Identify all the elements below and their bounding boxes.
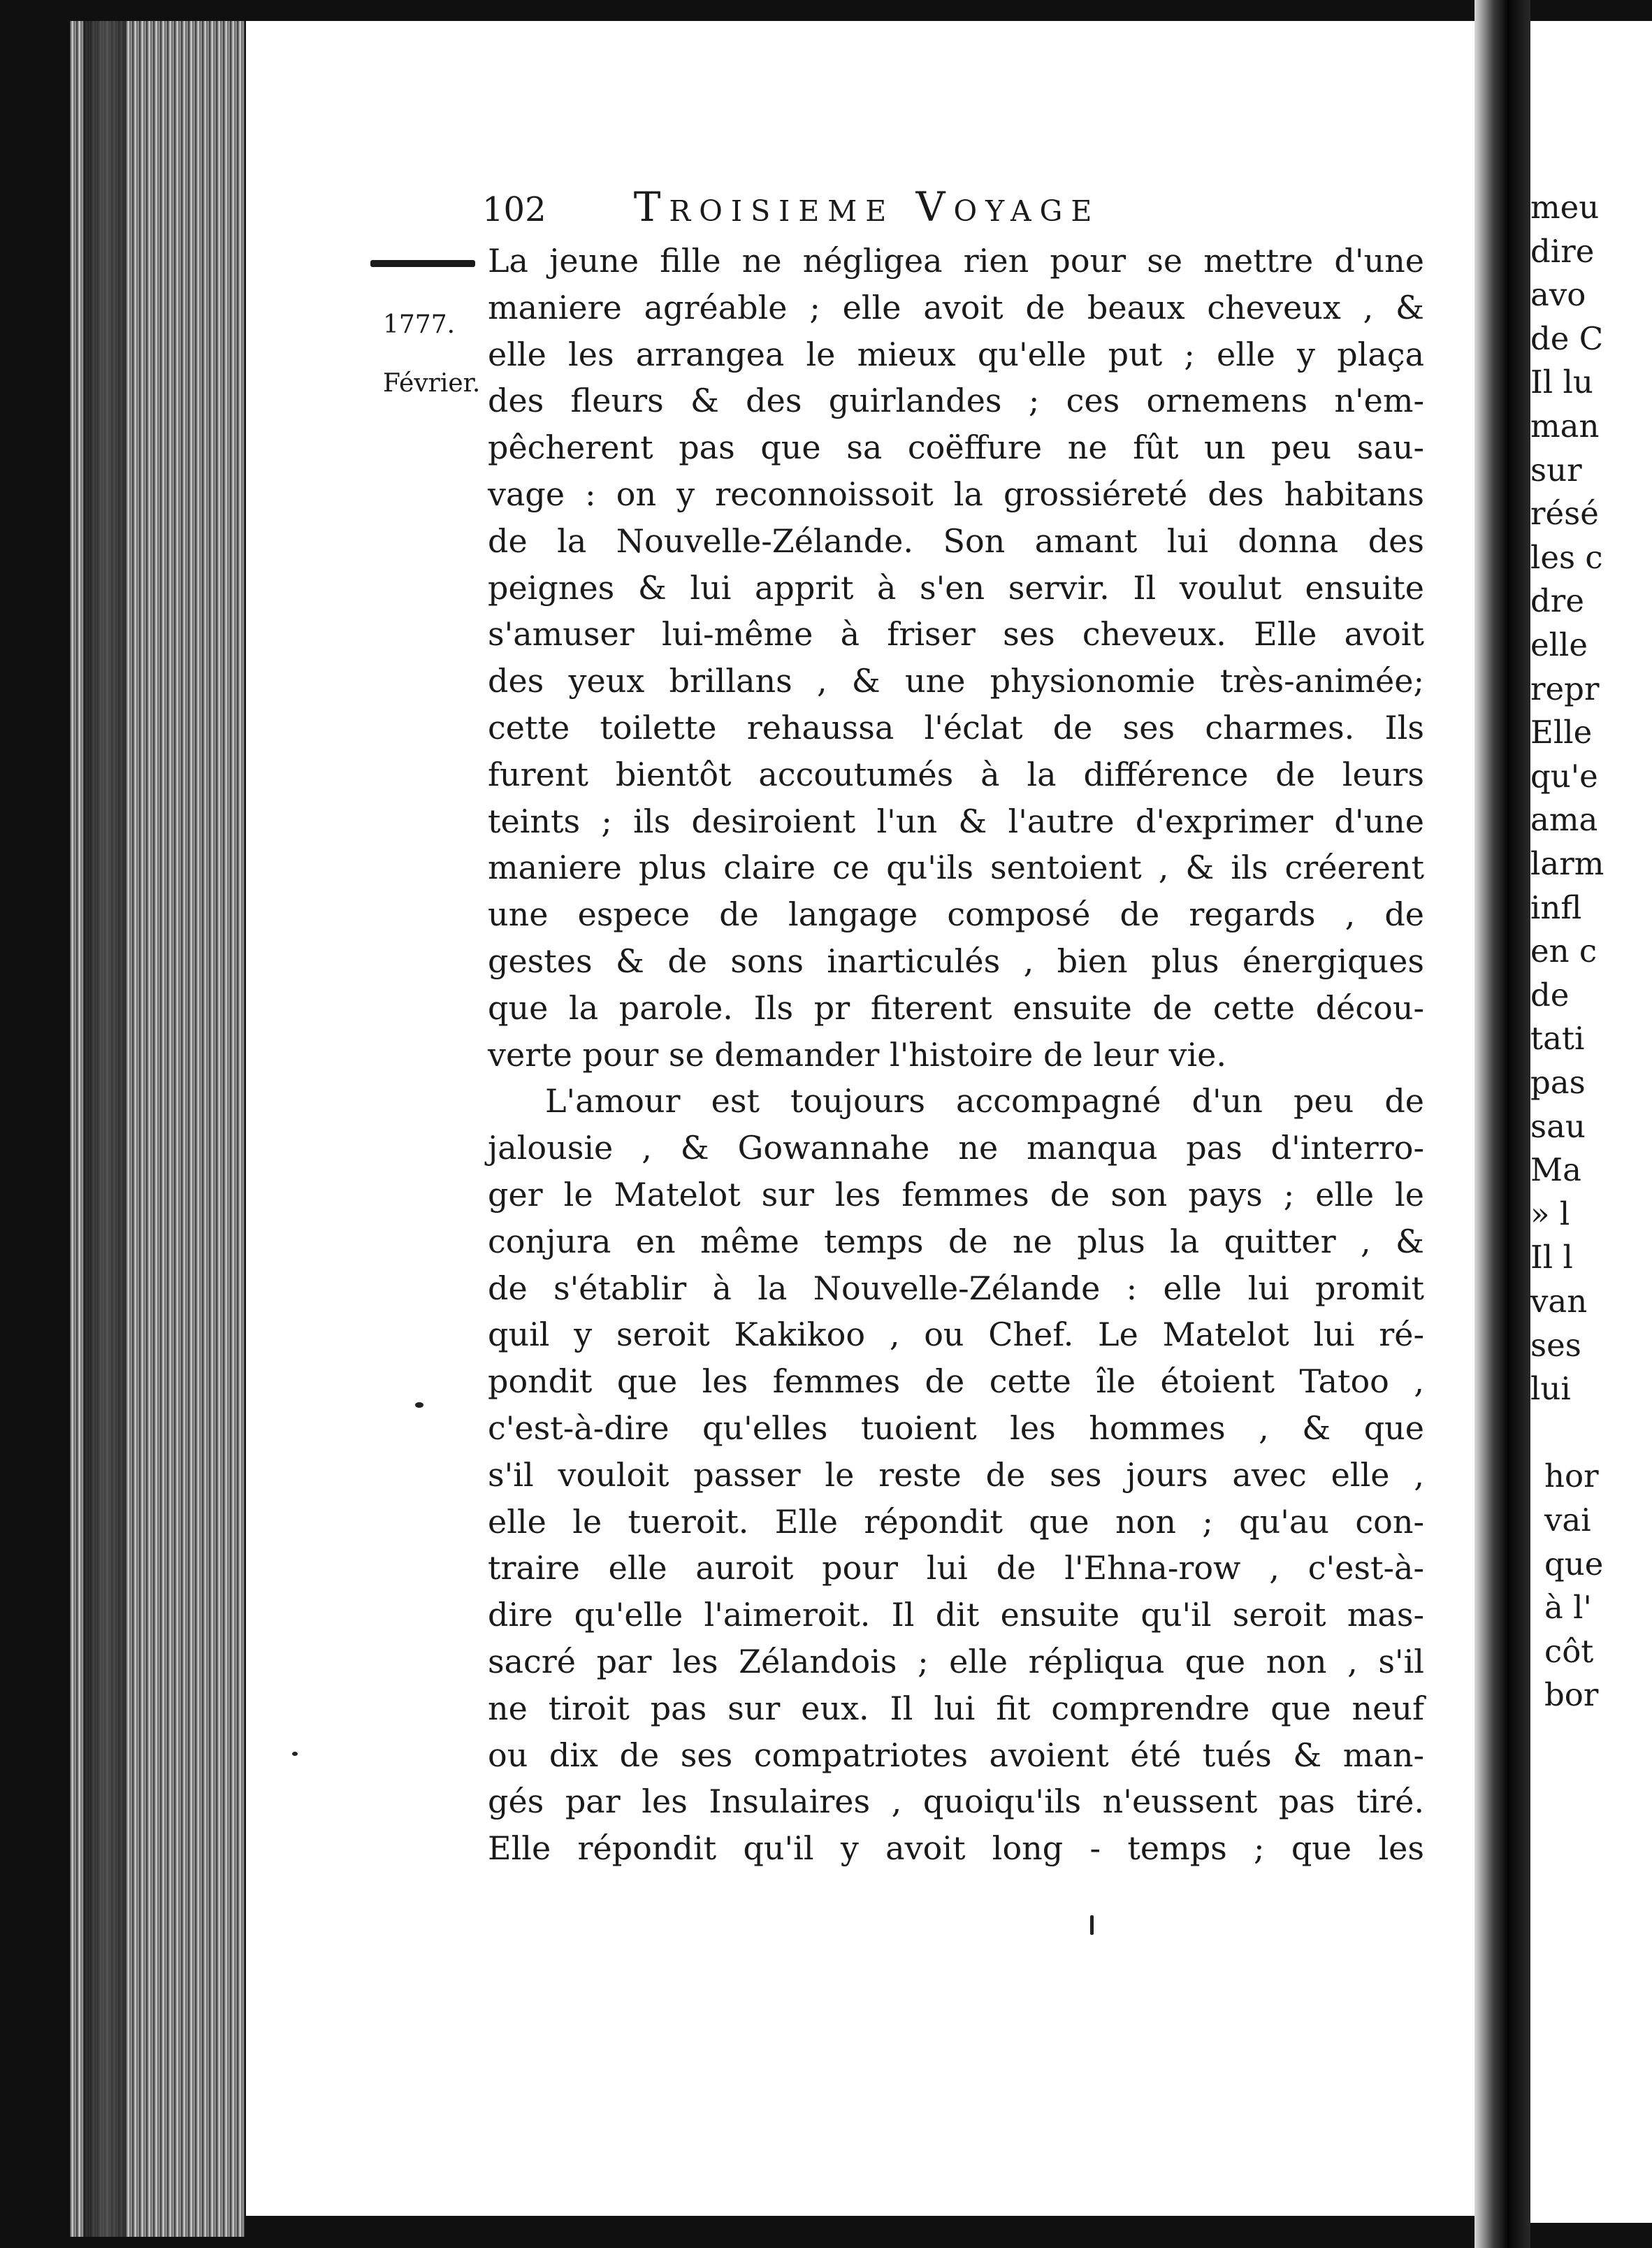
text-line: des fleurs & des guirlandes ; ces ornemens n'em- bbox=[488, 382, 1424, 420]
text-line: c'est-à-dire qu'elles tuoient les hommes , & que bbox=[488, 1408, 1424, 1447]
facing-page-fragment: infl bbox=[1530, 888, 1582, 926]
text-line: sacré par les Zélandois ; elle répliqua que non , s'il bbox=[488, 1642, 1424, 1680]
facing-page-fragment: repr bbox=[1530, 670, 1600, 707]
facing-page-fragment: » l bbox=[1530, 1195, 1570, 1232]
text-line: elle les arrangea le mieux qu'elle put ; elle y plaça bbox=[488, 335, 1424, 373]
text-line: teints ; ils desiroient l'un & l'autre d'exprimer d'une bbox=[488, 802, 1424, 840]
text-line: dire qu'elle l'aimeroit. Il dit ensuite qu'il seroit mas- bbox=[488, 1596, 1424, 1634]
section-rule bbox=[370, 260, 475, 267]
facing-page-fragment: Il lu bbox=[1530, 363, 1593, 401]
text-line: elle le tueroit. Elle répondit que non ; qu'au con- bbox=[488, 1502, 1424, 1541]
text-line: ne tiroit pas sur eux. Il lui fit comprendre que neuf bbox=[488, 1689, 1424, 1727]
facing-page-fragment: ama bbox=[1530, 801, 1598, 839]
page-number: 102 bbox=[482, 190, 546, 229]
book-spine-shadow bbox=[84, 21, 126, 2237]
text-line: gestes & de sons inarticulés , bien plus énergiques bbox=[488, 942, 1424, 980]
ink-speck bbox=[292, 1752, 298, 1756]
facing-page-fragment: côt bbox=[1544, 1632, 1594, 1670]
text-line: jalousie , & Gowannahe ne manqua pas d'interro- bbox=[488, 1129, 1424, 1167]
text-line: pêcherent pas que sa coëffure ne fût un peu sau- bbox=[488, 428, 1424, 467]
facing-page-fragment: elle bbox=[1530, 626, 1588, 663]
text-line: peignes & lui apprit à s'en servir. Il voulut ensuite bbox=[488, 568, 1424, 607]
running-title: Troisieme Voyage bbox=[633, 183, 1101, 231]
text-line: L'amour est toujours accompagné d'un peu de bbox=[545, 1082, 1424, 1121]
facing-page-fragment: les c bbox=[1530, 538, 1603, 576]
facing-page-fragment: Il l bbox=[1530, 1239, 1573, 1276]
page-header bbox=[482, 183, 1100, 231]
text-line: une espece de langage composé de regards , de bbox=[488, 895, 1424, 934]
facing-page-fragment: vai bbox=[1544, 1501, 1591, 1539]
text-line: conjura en même temps de ne plus la quitter , & bbox=[488, 1222, 1424, 1260]
text-line: La jeune fille ne négligea rien pour se mettre d'une bbox=[488, 242, 1424, 280]
facing-page-fragment: de C bbox=[1530, 319, 1604, 357]
text-line: pondit que les femmes de cette île étoient Tatoo , bbox=[488, 1362, 1424, 1401]
facing-page-fragment: dre bbox=[1530, 582, 1584, 620]
facing-page-fragment: de bbox=[1530, 976, 1570, 1014]
facing-page-fragment: bor bbox=[1544, 1676, 1599, 1714]
facing-page-fragment: sur bbox=[1530, 451, 1582, 489]
facing-page-fragment: que bbox=[1544, 1545, 1604, 1583]
facing-page-fragment: larm bbox=[1530, 845, 1604, 882]
facing-page-fragment: pas bbox=[1530, 1064, 1586, 1101]
text-line: vage : on y reconnoissoit la grossiéreté des habitans bbox=[488, 475, 1424, 513]
text-line: furent bientôt accoutumés à la différence de leurs bbox=[488, 755, 1424, 793]
text-line: maniere plus claire ce qu'ils sentoient , & ils créerent bbox=[488, 849, 1424, 887]
facing-page-fragment: dire bbox=[1530, 232, 1595, 270]
text-line: ou dix de ses compatriotes avoient été tués & man- bbox=[488, 1736, 1424, 1774]
text-line: quil y seroit Kakikoo , ou Chef. Le Matelot lui ré- bbox=[488, 1316, 1424, 1354]
facing-page-fragment: man bbox=[1530, 408, 1600, 445]
margin-note-month: Février. bbox=[383, 369, 481, 398]
text-line: s'amuser lui-même à friser ses cheveux. Elle avoit bbox=[488, 615, 1424, 654]
facing-page-fragment: ses bbox=[1530, 1326, 1581, 1364]
book-gutter bbox=[1475, 0, 1530, 2248]
facing-page-fragment: sau bbox=[1530, 1107, 1586, 1145]
text-line: Elle répondit qu'il y avoit long - temps ; que les bbox=[488, 1829, 1424, 1868]
text-line: ger le Matelot sur les femmes de son pays ; elle le bbox=[488, 1175, 1424, 1213]
facing-page-fragment: Elle bbox=[1530, 714, 1593, 751]
text-line: gés par les Insulaires , quoiqu'ils n'eussent pas tiré. bbox=[488, 1782, 1424, 1821]
text-line: traire elle auroit pour lui de l'Ehna-row , c'est-à- bbox=[488, 1549, 1424, 1587]
text-line: des yeux brillans , & une physionomie très-animée; bbox=[488, 662, 1424, 700]
body-text bbox=[488, 238, 1424, 1872]
text-line: que la parole. Ils pr fiterent ensuite de cette décou- bbox=[488, 988, 1424, 1027]
ink-speck bbox=[1090, 1915, 1094, 1935]
facing-page-fragment: lui bbox=[1530, 1370, 1571, 1408]
text-line: cette toilette rehaussa l'éclat de ses charmes. Ils bbox=[488, 708, 1424, 747]
facing-page-fragment: hor bbox=[1544, 1457, 1599, 1495]
text-line: s'il vouloit passer le reste de ses jours avec elle , bbox=[488, 1455, 1424, 1494]
facing-page-fragment: tati bbox=[1530, 1020, 1585, 1058]
text-line: verte pour se demander l'histoire de leur vie. bbox=[488, 1035, 1227, 1074]
text-line: de s'établir à la Nouvelle-Zélande : elle lui promit bbox=[488, 1269, 1424, 1307]
facing-page-fragment: meu bbox=[1530, 189, 1600, 226]
facing-page-fragment: Ma bbox=[1530, 1151, 1581, 1189]
facing-page bbox=[1530, 21, 1652, 2223]
text-line: maniere agréable ; elle avoit de beaux cheveux , & bbox=[488, 288, 1424, 326]
margin-note-year: 1777. bbox=[383, 310, 456, 339]
facing-page-fragment: van bbox=[1530, 1283, 1588, 1320]
facing-page-fragment: à l' bbox=[1544, 1589, 1592, 1627]
facing-page-fragment: qu'e bbox=[1530, 757, 1598, 795]
facing-page-fragment: résé bbox=[1530, 495, 1599, 533]
text-line: de la Nouvelle-Zélande. Son amant lui donna des bbox=[488, 521, 1424, 560]
ink-speck bbox=[415, 1402, 423, 1408]
facing-page-fragment: avo bbox=[1530, 276, 1586, 314]
facing-page-fragment: en c bbox=[1530, 932, 1597, 970]
